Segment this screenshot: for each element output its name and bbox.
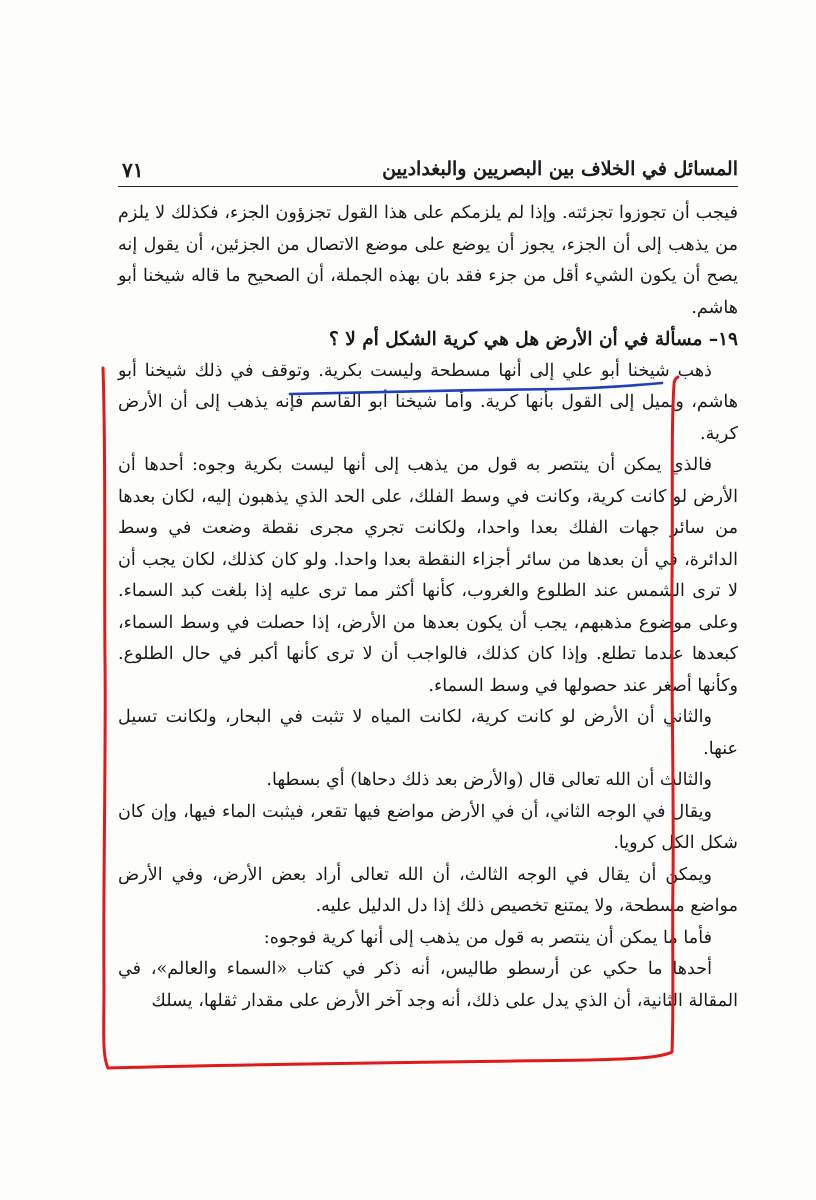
running-title: المسائل في الخلاف بين البصريين والبغداديين xyxy=(382,158,738,180)
paragraph-7: ويمكن أن يقال في الوجه الثالث، أن الله تعالى أراد بعض الأرض، وفي الأرض مواضع مسطحة، ولا يمتنع تخصيص ذلك إذا دل الدليل عليه. xyxy=(118,864,738,916)
paragraph-3: فالذي يمكن أن ينتصر به قول من يذهب إلى أنها ليست بكرية وجوه: أحدها أن الأرض لو كانت كرية، وكانت في وسط الفلك، على الحد الذي يذهبون إليه، لكان بعدها من سائر جهات الفلك بعدا واحدا، ولكانت تجري مجرى نقطة وضعت في وسط الدائرة، في أن بعدها من سائر أجزاء النقطة بعدا واحدا. ولو كان كذلك، لكان يجب أن لا ترى الشمس عند الطلوع والغروب، كأنها أكثر مما ترى عليه إذا بلغت كبد السماء. وعلى موضوع مذهبهم، يجب أن يكون بعدها من الأرض، إذا حصلت في وسط السماء، كبعدها عندما تطلع. وإذا كان كذلك، فالواجب أن لا ترى كأنها أكبر في حال الطلوع. وكأنها أصغر عند حصولها في وسط السماء. xyxy=(118,455,738,696)
underlined-sentence: ذهب شيخنا أبو علي إلى أنها مسطحة وليست بكرية. xyxy=(318,360,712,381)
section-heading: ١٩– مسألة في أن الأرض هل هي كرية الشكل أم لا ؟ xyxy=(328,329,738,350)
page-number: ٧١ xyxy=(122,158,144,182)
running-head xyxy=(118,156,738,187)
paragraph-2-rest: وتوقف في ذلك شيخنا أبو هاشم، ويميل إلى القول بأنها كرية. وأما شيخنا أبو القاسم فإنه يذهب إلى أن الأرض كرية. xyxy=(118,360,738,444)
paragraph-6: ويقال في الوجه الثاني، أن في الأرض مواضع فيها تقعر، فيثبت الماء فيها، وإن كان شكل الكل كرويا. xyxy=(118,801,738,853)
paragraph-8: فأما ما يمكن أن ينتصر به قول من يذهب إلى أنها كرية فوجوه: xyxy=(263,927,712,948)
paragraph-5: والثالث أن الله تعالى قال (والأرض بعد ذلك دحاها) أي بسطها. xyxy=(266,770,712,790)
paragraph-1: فيجب أن تجوزوا تجزئته. وإذا لم يلزمكم على هذا القول تجزؤون الجزء، فكذلك لا يلزم من يذهب إلى أن الجزء، يجوز أن يوضع على موضع الاتصال من الجزئين، أن يقول إنه يصح أن يكون الشيء أقل من جزء فقد بان بهذه الجملة، أن الصحيح ما قاله شيخنا أبو هاشم. xyxy=(118,203,738,318)
paragraph-4: والثاني أن الأرض لو كانت كرية، لكانت المياه لا تثبت في البحار، ولكانت تسيل عنها. xyxy=(118,707,738,759)
paragraph-2 xyxy=(118,356,738,451)
paragraph-9: أحدها ما حكي عن أرسطو طاليس، أنه ذكر في كتاب «السماء والعالم»، في المقالة الثانية، أن الذي يدل على ذلك، أنه وجد آخر الأرض على مقدار ثقلها، يسلك xyxy=(118,959,738,1011)
body-text xyxy=(118,198,738,1017)
